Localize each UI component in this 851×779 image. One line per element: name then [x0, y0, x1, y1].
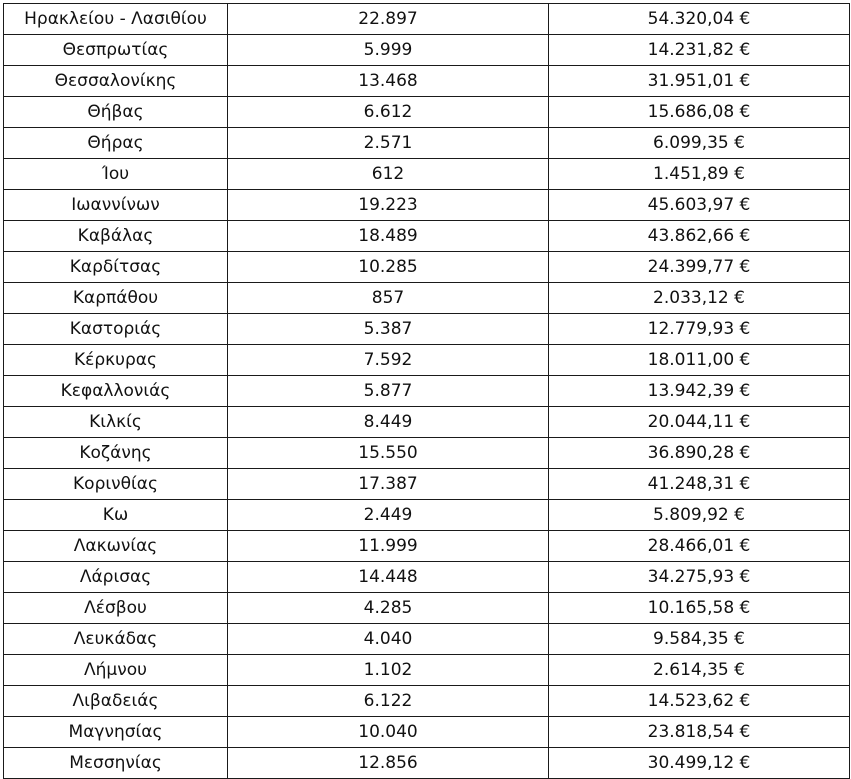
- amount-cell: 12.779,93 €: [549, 314, 850, 345]
- table-row: [4, 748, 850, 779]
- region-cell: Κοζάνης: [4, 438, 228, 469]
- count-cell: 5.387: [228, 314, 549, 345]
- table-row: [4, 97, 850, 128]
- amount-cell: 31.951,01 €: [549, 66, 850, 97]
- count-cell: 13.468: [228, 66, 549, 97]
- amount-cell: 23.818,54 €: [549, 717, 850, 748]
- table-row: [4, 190, 850, 221]
- table-row: [4, 128, 850, 159]
- amount-cell: 1.451,89 €: [549, 159, 850, 190]
- amount-cell: 54.320,04 €: [549, 4, 850, 35]
- amount-cell: 18.011,00 €: [549, 345, 850, 376]
- count-cell: 2.449: [228, 500, 549, 531]
- region-cell: Μαγνησίας: [4, 717, 228, 748]
- table-row: [4, 345, 850, 376]
- amount-cell: 15.686,08 €: [549, 97, 850, 128]
- amount-cell: 5.809,92 €: [549, 500, 850, 531]
- amount-cell: 6.099,35 €: [549, 128, 850, 159]
- amount-cell: 45.603,97 €: [549, 190, 850, 221]
- count-cell: 18.489: [228, 221, 549, 252]
- count-cell: 1.102: [228, 655, 549, 686]
- count-cell: 5.999: [228, 35, 549, 66]
- table-row: [4, 314, 850, 345]
- count-cell: 22.897: [228, 4, 549, 35]
- table-row: [4, 376, 850, 407]
- table-row: [4, 66, 850, 97]
- region-cell: Λιβαδειάς: [4, 686, 228, 717]
- region-cell: Ιωαννίνων: [4, 190, 228, 221]
- region-cell: Θήβας: [4, 97, 228, 128]
- region-cell: Κω: [4, 500, 228, 531]
- count-cell: 857: [228, 283, 549, 314]
- count-cell: 4.285: [228, 593, 549, 624]
- amount-cell: 28.466,01 €: [549, 531, 850, 562]
- amount-cell: 43.862,66 €: [549, 221, 850, 252]
- amount-cell: 2.614,35 €: [549, 655, 850, 686]
- table-row: [4, 221, 850, 252]
- amount-cell: 13.942,39 €: [549, 376, 850, 407]
- table-row: [4, 624, 850, 655]
- table-body: [4, 4, 850, 779]
- region-cell: Θεσσαλονίκης: [4, 66, 228, 97]
- count-cell: 6.612: [228, 97, 549, 128]
- table-row: [4, 562, 850, 593]
- count-cell: 15.550: [228, 438, 549, 469]
- amount-cell: 2.033,12 €: [549, 283, 850, 314]
- region-cell: Καβάλας: [4, 221, 228, 252]
- amount-cell: 20.044,11 €: [549, 407, 850, 438]
- region-cell: Μεσσηνίας: [4, 748, 228, 779]
- count-cell: 12.856: [228, 748, 549, 779]
- table-row: [4, 469, 850, 500]
- table-row: [4, 593, 850, 624]
- count-cell: 19.223: [228, 190, 549, 221]
- amount-cell: 41.248,31 €: [549, 469, 850, 500]
- count-cell: 11.999: [228, 531, 549, 562]
- region-cell: Ίου: [4, 159, 228, 190]
- amount-cell: 34.275,93 €: [549, 562, 850, 593]
- count-cell: 10.285: [228, 252, 549, 283]
- table-row: [4, 252, 850, 283]
- region-cell: Καστοριάς: [4, 314, 228, 345]
- region-cell: Κιλκίς: [4, 407, 228, 438]
- region-cell: Λευκάδας: [4, 624, 228, 655]
- region-cell: Καρπάθου: [4, 283, 228, 314]
- region-cell: Θεσπρωτίας: [4, 35, 228, 66]
- region-cell: Λέσβου: [4, 593, 228, 624]
- region-cell: Καρδίτσας: [4, 252, 228, 283]
- region-cell: Κεφαλλονιάς: [4, 376, 228, 407]
- table-row: [4, 438, 850, 469]
- count-cell: 10.040: [228, 717, 549, 748]
- amount-cell: 10.165,58 €: [549, 593, 850, 624]
- table-row: [4, 686, 850, 717]
- amount-cell: 30.499,12 €: [549, 748, 850, 779]
- count-cell: 8.449: [228, 407, 549, 438]
- count-cell: 6.122: [228, 686, 549, 717]
- data-table: [3, 3, 850, 779]
- count-cell: 14.448: [228, 562, 549, 593]
- table-row: [4, 283, 850, 314]
- count-cell: 2.571: [228, 128, 549, 159]
- table-row: [4, 4, 850, 35]
- table-row: [4, 655, 850, 686]
- count-cell: 4.040: [228, 624, 549, 655]
- region-cell: Λήμνου: [4, 655, 228, 686]
- amount-cell: 24.399,77 €: [549, 252, 850, 283]
- table-row: [4, 717, 850, 748]
- region-cell: Λάρισας: [4, 562, 228, 593]
- table-row: [4, 500, 850, 531]
- count-cell: 612: [228, 159, 549, 190]
- region-cell: Θήρας: [4, 128, 228, 159]
- region-cell: Λακωνίας: [4, 531, 228, 562]
- amount-cell: 9.584,35 €: [549, 624, 850, 655]
- region-cell: Κέρκυρας: [4, 345, 228, 376]
- count-cell: 7.592: [228, 345, 549, 376]
- amount-cell: 14.523,62 €: [549, 686, 850, 717]
- table-row: [4, 35, 850, 66]
- amount-cell: 14.231,82 €: [549, 35, 850, 66]
- table-row: [4, 531, 850, 562]
- table-row: [4, 407, 850, 438]
- region-cell: Κορινθίας: [4, 469, 228, 500]
- count-cell: 17.387: [228, 469, 549, 500]
- table-row: [4, 159, 850, 190]
- count-cell: 5.877: [228, 376, 549, 407]
- region-cell: Ηρακλείου - Λασιθίου: [4, 4, 228, 35]
- amount-cell: 36.890,28 €: [549, 438, 850, 469]
